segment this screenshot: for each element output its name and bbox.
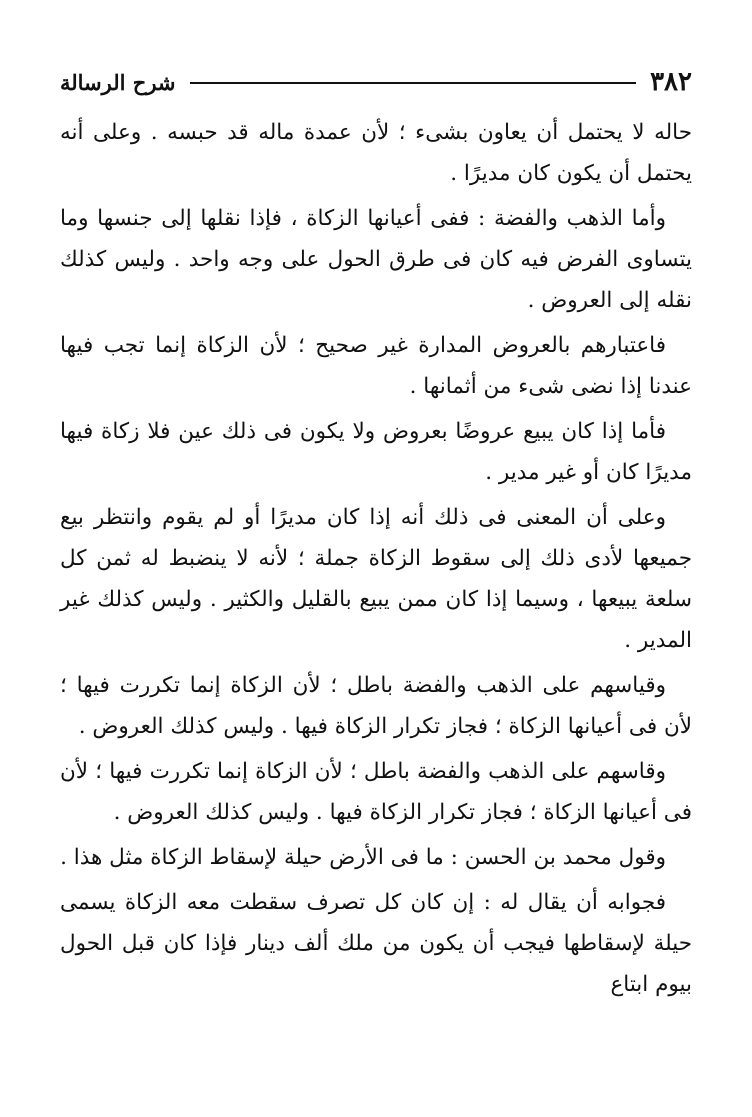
paragraph-8: وقول محمد بن الحسن : ما فى الأرض حيلة لإسقاط الزكاة مثل هذا . xyxy=(60,845,666,870)
paragraph-9: فجوابه أن يقال له : إن كان كل تصرف سقطت معه الزكاة يسمى حيلة لإسقاطها فيجب أن يكون من ملك ألف دينار فإذا كان قبل الحول بيوم ابتاع xyxy=(60,890,692,997)
paragraph-4: فأما إذا كان يبيع عروضًا بعروض ولا يكون فى ذلك عين فلا زكاة فيها مديرًا كان أو غير مدير . xyxy=(60,419,692,485)
header-rule xyxy=(190,82,637,84)
paragraph-7: وقاسهم على الذهب والفضة باطل ؛ لأن الزكاة إنما تكررت فيها ؛ لأن فى أعيانها الزكاة ؛ فجاز تكرار الزكاة فيها . وليس كذلك العروض . xyxy=(60,759,692,825)
page-header xyxy=(60,62,692,102)
body-text xyxy=(60,112,692,1005)
running-title: شرح الرسالة xyxy=(60,69,176,95)
paragraph-2: وأما الذهب والفضة : ففى أعيانها الزكاة ، فإذا نقلها إلى جنسها وما يتساوى الفرض فيه كان فى طرق الحول على وجه واحد . وليس كذلك نقله إلى العروض . xyxy=(60,206,692,313)
paragraph-5: وعلى أن المعنى فى ذلك أنه إذا كان مديرًا أو لم يقوم وانتظر بيع جميعها لأدى ذلك إلى سقوط الزكاة جملة ؛ لأنه لا ينضبط له ثمن كل سلعة يبيعها ، وسيما إذا كان ممن يبيع بالقليل والكثير . وليس كذلك غير المدير . xyxy=(60,505,692,653)
paragraph-1: حاله لا يحتمل أن يعاون بشىء ؛ لأن عمدة ماله قد حبسه . وعلى أنه يحتمل أن يكون كان مديرًا . xyxy=(60,120,692,186)
paragraph-6: وقياسهم على الذهب والفضة باطل ؛ لأن الزكاة إنما تكررت فيها ؛ لأن فى أعيانها الزكاة ؛ فجاز تكرار الزكاة فيها . وليس كذلك العروض . xyxy=(60,673,692,739)
book-page xyxy=(60,62,692,1009)
paragraph-3: فاعتبارهم بالعروض المدارة غير صحيح ؛ لأن الزكاة إنما تجب فيها عندنا إذا نضى شىء من أثمانها . xyxy=(60,333,692,399)
page-number: ٣٨٢ xyxy=(650,67,692,97)
